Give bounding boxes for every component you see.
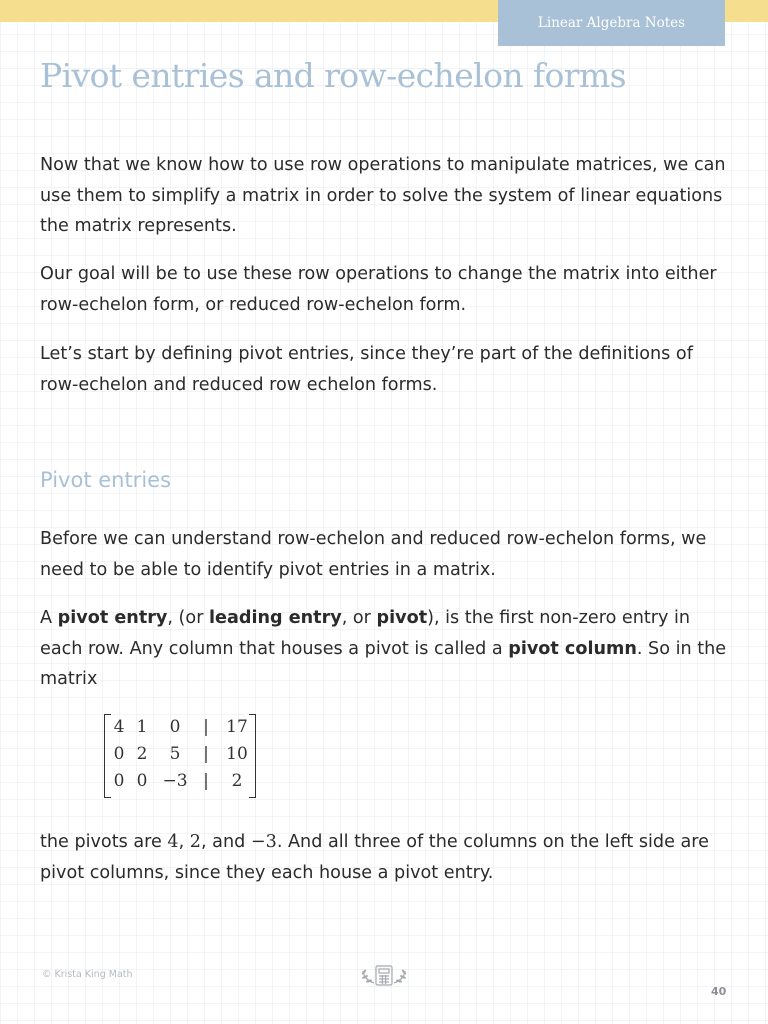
calculator-laurel-icon: [360, 960, 408, 988]
augmented-matrix: [104, 714, 256, 798]
term-pivot: pivot: [376, 608, 428, 628]
section-heading: Pivot entries: [40, 468, 172, 492]
header-tab-label: Linear Algebra Notes: [537, 15, 686, 31]
pivot-value: 4: [167, 832, 179, 852]
text-run: ,: [178, 832, 190, 852]
matrix-cell: 0: [113, 771, 125, 791]
text-run: . And all three of the columns on the left side are pivot columns, since they each house a pivot entry.: [40, 832, 709, 883]
matrix-cell: 0: [136, 771, 148, 791]
section-paragraph-1: Before we can understand row-echelon and reduced row-echelon forms, we need to be able to identify pivot entries in a matrix.: [40, 529, 707, 580]
term-leading-entry: leading entry: [209, 608, 342, 628]
matrix-cell: 1: [136, 717, 148, 737]
matrix-cell: 0: [113, 744, 125, 764]
intro-paragraph-2: Our goal will be to use these row operations to change the matrix into either row-echelon form, or reduced row-echelon form.: [40, 264, 717, 315]
matrix-cell: 2: [231, 771, 243, 791]
matrix-cell: 5: [169, 744, 181, 764]
matrix-cell: 0: [169, 717, 181, 737]
intro-paragraph-3: Let’s start by defining pivot entries, since they’re part of the definitions of row-echelon and reduced row echelon forms.: [40, 344, 693, 395]
page-number: 40: [711, 985, 727, 998]
text-run: , or: [341, 608, 377, 628]
text-run: the pivots are: [40, 832, 168, 852]
term-pivot-column: pivot column: [508, 638, 637, 659]
term-pivot-entry: pivot entry: [57, 608, 168, 628]
pivot-value: −3: [250, 832, 277, 852]
footer-copyright: © Krista King Math: [42, 969, 133, 980]
header-tab: [498, 0, 725, 46]
matrix-divider: |: [203, 771, 209, 791]
intro-paragraph-1: Now that we know how to use row operations to manipulate matrices, we can use them to simplify a matrix in order to solve the system of linear equations the matrix represents.: [40, 155, 726, 236]
section-paragraph-3: [40, 827, 730, 888]
text-run: , and: [201, 832, 251, 852]
matrix-cell: −3: [162, 771, 188, 791]
matrix-right-bracket: [249, 714, 256, 798]
matrix-cell: 17: [226, 717, 248, 737]
pivot-value: 2: [189, 832, 201, 852]
text-run: . So in the matrix: [40, 638, 727, 689]
text-run: ), is the first non-zero entry in each row. Any column that houses a pivot is called a: [40, 608, 691, 659]
text-run: , (or: [167, 608, 210, 628]
matrix-divider: |: [203, 717, 209, 737]
matrix-cell: 2: [136, 744, 148, 764]
page-title: Pivot entries and row-echelon forms: [40, 56, 626, 95]
matrix-cell: 10: [226, 744, 248, 764]
matrix-cell: 4: [113, 717, 125, 737]
section-paragraph-2: [40, 603, 730, 695]
matrix-divider: |: [203, 744, 209, 764]
text-run: A: [40, 608, 58, 628]
